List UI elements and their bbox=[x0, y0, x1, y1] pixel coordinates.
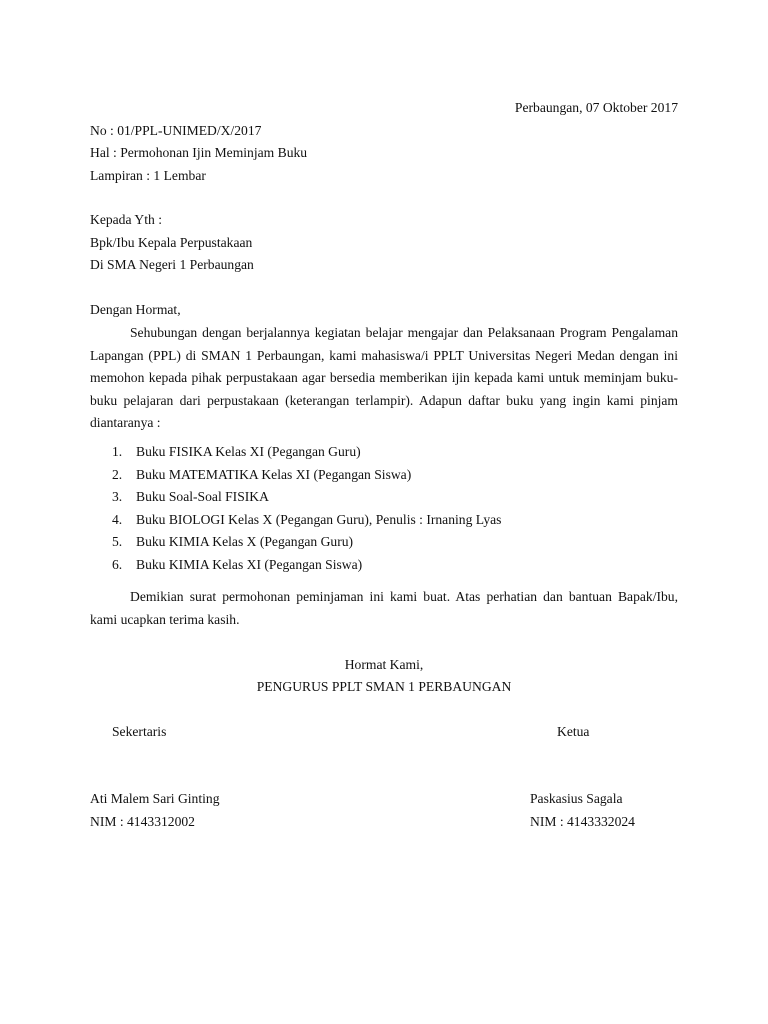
recipient-line-1: Kepada Yth : bbox=[90, 212, 162, 227]
list-item-text: Buku KIMIA Kelas XI (Pegangan Siswa) bbox=[136, 556, 363, 572]
list-item-number: 1. bbox=[112, 444, 123, 459]
letter-attachment: Lampiran : 1 Lembar bbox=[90, 168, 206, 183]
chairman-nim: NIM : 4143332024 bbox=[530, 814, 635, 829]
list-item bbox=[112, 509, 501, 532]
list-item-text: Buku KIMIA Kelas X (Pegangan Guru) bbox=[136, 534, 354, 550]
salutation: Dengan Hormat, bbox=[90, 302, 181, 317]
secretary-nim: NIM : 4143312002 bbox=[90, 814, 195, 829]
chairman-name: Paskasius Sagala bbox=[530, 791, 623, 806]
list-item-number: 3. bbox=[112, 489, 123, 505]
recipient-line-3: Di SMA Negeri 1 Perbaungan bbox=[90, 257, 254, 272]
letter-subject: Hal : Permohonan Ijin Meminjam Buku bbox=[90, 145, 308, 160]
list-item bbox=[112, 441, 501, 464]
list-item-number: 2. bbox=[112, 466, 123, 482]
book-list bbox=[112, 441, 501, 577]
body-paragraph: Sehubungan dengan berjalannya kegiatan belajar mengajar dan Pelaksanaan Program Pengalaman Lapangan (PPL) di SMAN 1 Perbaungan, kami mahasiswa/i PPLT Universitas Negeri Medan dengan ini memohon kepada pihak perpustakaan agar bersedia memberikan ijin kepada kami untuk meminjam buku-buku pelajaran dari perpustakaan (keterangan terlampir). Adapun daftar buku yang ingin kami pinjam diantaranya : bbox=[90, 325, 678, 431]
list-item-number: 4. bbox=[112, 511, 123, 527]
closing-organization: PENGURUS PPLT SMAN 1 PERBAUNGAN bbox=[256, 679, 512, 694]
closing-paragraph: Demikian surat permohonan peminjaman ini kami buat. Atas perhatian dan bantuan Bapak/Ibu, kami ucapkan terima kasih. bbox=[90, 589, 678, 627]
list-item-text: Buku FISIKA Kelas XI (Pegangan Guru) bbox=[136, 444, 361, 459]
date-line: Perbaungan, 07 Oktober 2017 bbox=[514, 100, 678, 115]
secretary-name: Ati Malem Sari Ginting bbox=[90, 791, 220, 806]
chairman-role: Ketua bbox=[557, 724, 590, 739]
list-item-text: Buku BIOLOGI Kelas X (Pegangan Guru), Penulis : Irnaning Lyas bbox=[136, 511, 502, 527]
list-item-number: 5. bbox=[112, 534, 123, 550]
secretary-role: Sekertaris bbox=[112, 724, 167, 739]
list-item-text: Buku Soal-Soal FISIKA bbox=[136, 489, 269, 505]
list-item-text: Buku MATEMATIKA Kelas XI (Pegangan Siswa) bbox=[136, 466, 412, 482]
recipient-line-2: Bpk/Ibu Kepala Perpustakaan bbox=[90, 235, 253, 250]
closing-regards: Hormat Kami, bbox=[344, 657, 424, 672]
list-item-number: 6. bbox=[112, 556, 123, 572]
list-item bbox=[112, 531, 501, 554]
letter-number: No : 01/PPL-UNIMED/X/2017 bbox=[90, 123, 262, 138]
list-item bbox=[112, 464, 501, 487]
list-item bbox=[112, 554, 501, 577]
list-item bbox=[112, 486, 501, 509]
